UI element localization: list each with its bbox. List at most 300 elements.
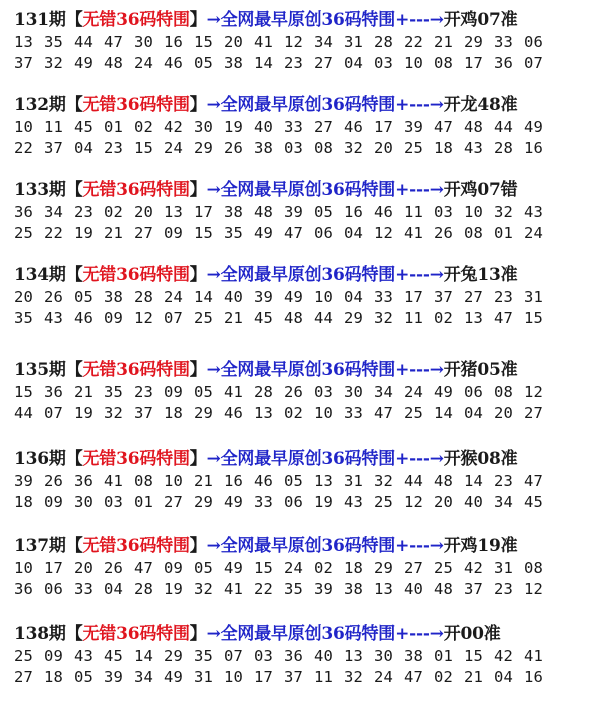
number-cell: 16: [524, 139, 543, 157]
number-cell: 35: [104, 383, 123, 401]
number-cell: 27: [134, 224, 153, 242]
number-cell: 16: [524, 668, 543, 686]
number-cell: 05: [284, 472, 303, 490]
number-cell: 33: [494, 33, 513, 51]
period-header: [14, 447, 595, 471]
number-cell: 15: [524, 309, 543, 327]
left-bracket: 【: [65, 180, 83, 200]
number-cell: 03: [284, 139, 303, 157]
number-cell: 48: [254, 203, 273, 221]
number-cell: 48: [104, 54, 123, 72]
number-cell: 23: [134, 383, 153, 401]
number-cell: 34: [44, 203, 63, 221]
number-cell: 15: [194, 33, 213, 51]
blue-title: 全网最早原创36码特围: [220, 10, 396, 30]
number-row: [14, 382, 595, 403]
number-cell: 08: [524, 559, 543, 577]
number-cell: 32: [494, 203, 513, 221]
number-cell: 24: [404, 383, 423, 401]
number-cell: 11: [314, 668, 333, 686]
plus-dash-arrow: +---→: [395, 624, 444, 644]
number-cell: 38: [224, 54, 243, 72]
number-cell: 29: [164, 647, 183, 665]
number-cell: 24: [284, 559, 303, 577]
number-cell: 14: [254, 54, 273, 72]
number-row: [14, 202, 595, 223]
arrow-icon: →: [206, 449, 221, 469]
number-cell: 12: [284, 33, 303, 51]
number-cell: 39: [254, 288, 273, 306]
period-block: [14, 622, 595, 688]
number-cell: 06: [464, 383, 483, 401]
number-cell: 47: [434, 118, 453, 136]
number-cell: 11: [44, 118, 63, 136]
right-bracket: 】: [189, 624, 207, 644]
number-cell: 04: [344, 54, 363, 72]
plus-dash-arrow: +---→: [395, 265, 444, 285]
number-cell: 21: [104, 224, 123, 242]
right-bracket: 】: [189, 180, 207, 200]
number-cell: 26: [434, 224, 453, 242]
number-cell: 36: [14, 203, 33, 221]
number-cell: 41: [524, 647, 543, 665]
number-cell: 31: [344, 472, 363, 490]
number-cell: 41: [104, 472, 123, 490]
number-cell: 43: [44, 309, 63, 327]
number-cell: 23: [494, 288, 513, 306]
period-label: 136期: [14, 449, 66, 469]
plus-dash-arrow: +---→: [395, 10, 444, 30]
number-cell: 29: [374, 559, 393, 577]
number-cell: 47: [104, 33, 123, 51]
number-row: [14, 287, 595, 308]
number-cell: 13: [344, 647, 363, 665]
number-cell: 17: [254, 668, 273, 686]
number-cell: 13: [314, 472, 333, 490]
number-cell: 20: [74, 559, 93, 577]
number-cell: 28: [134, 580, 153, 598]
number-row: [14, 558, 595, 579]
number-cell: 07: [524, 54, 543, 72]
period-block: [14, 8, 595, 74]
number-cell: 03: [314, 383, 333, 401]
number-cell: 25: [434, 559, 453, 577]
number-cell: 28: [254, 383, 273, 401]
number-cell: 09: [44, 493, 63, 511]
number-cell: 47: [404, 668, 423, 686]
number-cell: 27: [314, 118, 333, 136]
period-header: [14, 358, 595, 382]
number-cell: 47: [524, 472, 543, 490]
number-cell: 15: [14, 383, 33, 401]
arrow-icon: →: [206, 536, 221, 556]
left-bracket: 【: [65, 536, 83, 556]
number-cell: 23: [284, 54, 303, 72]
number-cell: 13: [14, 33, 33, 51]
number-row: [14, 32, 595, 53]
result-label: 开猪05准: [443, 360, 518, 380]
number-cell: 02: [434, 309, 453, 327]
number-cell: 26: [284, 383, 303, 401]
period-label: 131期: [14, 10, 66, 30]
number-cell: 37: [434, 288, 453, 306]
number-cell: 28: [374, 33, 393, 51]
number-cell: 43: [74, 647, 93, 665]
number-cell: 17: [404, 288, 423, 306]
number-row: [14, 492, 595, 513]
number-cell: 37: [284, 668, 303, 686]
number-cell: 43: [524, 203, 543, 221]
arrow-icon: →: [206, 95, 221, 115]
number-cell: 35: [44, 33, 63, 51]
red-title: 无错36码特围: [82, 536, 190, 556]
number-cell: 23: [494, 472, 513, 490]
number-cell: 45: [104, 647, 123, 665]
left-bracket: 【: [65, 95, 83, 115]
number-cell: 41: [224, 580, 243, 598]
number-cell: 21: [194, 472, 213, 490]
number-cell: 30: [374, 647, 393, 665]
period-label: 137期: [14, 536, 66, 556]
number-cell: 44: [494, 118, 513, 136]
arrow-icon: →: [206, 180, 221, 200]
number-cell: 39: [104, 668, 123, 686]
number-cell: 23: [104, 139, 123, 157]
number-cell: 44: [404, 472, 423, 490]
number-cell: 05: [194, 559, 213, 577]
number-cell: 17: [44, 559, 63, 577]
period-block: [14, 263, 595, 329]
right-bracket: 】: [189, 95, 207, 115]
number-cell: 13: [464, 309, 483, 327]
number-cell: 01: [494, 224, 513, 242]
number-cell: 08: [464, 224, 483, 242]
number-cell: 46: [374, 203, 393, 221]
number-cell: 05: [314, 203, 333, 221]
red-title: 无错36码特围: [82, 265, 190, 285]
number-cell: 19: [164, 580, 183, 598]
number-cell: 09: [44, 647, 63, 665]
number-cell: 38: [344, 580, 363, 598]
number-cell: 10: [464, 203, 483, 221]
period-block: [14, 358, 595, 424]
blue-title: 全网最早原创36码特围: [220, 360, 396, 380]
number-cell: 07: [44, 404, 63, 422]
number-cell: 31: [524, 288, 543, 306]
left-bracket: 【: [65, 624, 83, 644]
number-cell: 16: [164, 33, 183, 51]
number-cell: 49: [254, 224, 273, 242]
right-bracket: 】: [189, 536, 207, 556]
number-cell: 32: [374, 309, 393, 327]
red-title: 无错36码特围: [82, 360, 190, 380]
red-title: 无错36码特围: [82, 180, 190, 200]
number-cell: 29: [464, 33, 483, 51]
period-label: 135期: [14, 360, 66, 380]
number-cell: 40: [314, 647, 333, 665]
number-cell: 48: [284, 309, 303, 327]
period-label: 132期: [14, 95, 66, 115]
number-cell: 34: [314, 33, 333, 51]
number-cell: 28: [134, 288, 153, 306]
number-cell: 41: [254, 33, 273, 51]
number-cell: 47: [134, 559, 153, 577]
number-row: [14, 667, 595, 688]
number-cell: 02: [434, 668, 453, 686]
number-cell: 15: [134, 139, 153, 157]
number-cell: 46: [164, 54, 183, 72]
number-cell: 30: [74, 493, 93, 511]
number-cell: 19: [224, 118, 243, 136]
number-cell: 18: [344, 559, 363, 577]
number-cell: 08: [494, 383, 513, 401]
right-bracket: 】: [189, 265, 207, 285]
number-cell: 49: [74, 54, 93, 72]
number-cell: 24: [524, 224, 543, 242]
number-cell: 42: [164, 118, 183, 136]
number-cell: 45: [74, 118, 93, 136]
number-cell: 01: [104, 118, 123, 136]
number-cell: 19: [314, 493, 333, 511]
number-cell: 31: [494, 559, 513, 577]
result-label: 开兔13准: [443, 265, 518, 285]
number-cell: 01: [434, 647, 453, 665]
number-cell: 24: [164, 288, 183, 306]
number-cell: 24: [164, 139, 183, 157]
number-cell: 11: [404, 203, 423, 221]
number-cell: 16: [224, 472, 243, 490]
period-label: 134期: [14, 265, 66, 285]
number-cell: 29: [194, 404, 213, 422]
period-block: [14, 178, 595, 244]
number-cell: 09: [164, 224, 183, 242]
number-cell: 26: [224, 139, 243, 157]
result-label: 开鸡07准: [443, 10, 518, 30]
number-cell: 24: [134, 54, 153, 72]
number-cell: 35: [14, 309, 33, 327]
number-cell: 27: [314, 54, 333, 72]
number-cell: 36: [494, 54, 513, 72]
number-cell: 29: [194, 493, 213, 511]
plus-dash-arrow: +---→: [395, 95, 444, 115]
number-cell: 36: [14, 580, 33, 598]
number-cell: 04: [74, 139, 93, 157]
result-label: 开鸡19准: [443, 536, 518, 556]
number-cell: 10: [164, 472, 183, 490]
number-cell: 34: [374, 383, 393, 401]
number-cell: 48: [464, 118, 483, 136]
number-cell: 49: [284, 288, 303, 306]
number-cell: 03: [254, 647, 273, 665]
number-cell: 27: [464, 288, 483, 306]
number-cell: 36: [284, 647, 303, 665]
number-cell: 39: [14, 472, 33, 490]
number-cell: 33: [374, 288, 393, 306]
blue-title: 全网最早原创36码特围: [220, 265, 396, 285]
number-cell: 38: [224, 203, 243, 221]
number-cell: 22: [404, 33, 423, 51]
number-cell: 09: [164, 383, 183, 401]
number-cell: 09: [104, 309, 123, 327]
number-cell: 08: [134, 472, 153, 490]
number-cell: 35: [284, 580, 303, 598]
number-cell: 35: [224, 224, 243, 242]
period-header: [14, 178, 595, 202]
number-cell: 48: [434, 472, 453, 490]
number-cell: 40: [464, 493, 483, 511]
number-cell: 06: [314, 224, 333, 242]
number-cell: 20: [134, 203, 153, 221]
number-cell: 31: [344, 33, 363, 51]
number-cell: 32: [344, 139, 363, 157]
number-cell: 47: [374, 404, 393, 422]
number-cell: 14: [464, 472, 483, 490]
number-cell: 26: [44, 288, 63, 306]
number-cell: 45: [254, 309, 273, 327]
number-cell: 23: [494, 580, 513, 598]
number-cell: 32: [374, 472, 393, 490]
number-cell: 12: [404, 493, 423, 511]
number-cell: 15: [254, 559, 273, 577]
left-bracket: 【: [65, 265, 83, 285]
number-cell: 12: [524, 383, 543, 401]
number-cell: 21: [464, 668, 483, 686]
number-cell: 25: [404, 404, 423, 422]
number-cell: 25: [14, 224, 33, 242]
number-cell: 27: [14, 668, 33, 686]
number-cell: 30: [134, 33, 153, 51]
number-cell: 04: [344, 288, 363, 306]
number-cell: 38: [404, 647, 423, 665]
number-cell: 17: [194, 203, 213, 221]
plus-dash-arrow: +---→: [395, 180, 444, 200]
number-cell: 49: [164, 668, 183, 686]
number-cell: 37: [44, 139, 63, 157]
period-label: 133期: [14, 180, 66, 200]
number-cell: 49: [224, 559, 243, 577]
number-cell: 30: [344, 383, 363, 401]
number-cell: 17: [374, 118, 393, 136]
number-cell: 20: [374, 139, 393, 157]
number-cell: 44: [314, 309, 333, 327]
blue-title: 全网最早原创36码特围: [220, 449, 396, 469]
right-bracket: 】: [189, 10, 207, 30]
blue-title: 全网最早原创36码特围: [220, 180, 396, 200]
number-cell: 19: [74, 224, 93, 242]
number-cell: 39: [404, 118, 423, 136]
number-cell: 37: [134, 404, 153, 422]
left-bracket: 【: [65, 449, 83, 469]
left-bracket: 【: [65, 10, 83, 30]
number-cell: 30: [194, 118, 213, 136]
number-cell: 35: [194, 647, 213, 665]
number-cell: 32: [344, 668, 363, 686]
number-cell: 21: [434, 33, 453, 51]
number-cell: 07: [164, 309, 183, 327]
arrow-icon: →: [206, 624, 221, 644]
number-cell: 38: [104, 288, 123, 306]
number-cell: 46: [74, 309, 93, 327]
number-cell: 10: [14, 118, 33, 136]
result-label: 开鸡07错: [443, 180, 518, 200]
number-cell: 14: [434, 404, 453, 422]
number-cell: 04: [104, 580, 123, 598]
number-cell: 27: [164, 493, 183, 511]
number-cell: 10: [314, 404, 333, 422]
period-header: [14, 8, 595, 32]
number-cell: 14: [194, 288, 213, 306]
number-cell: 04: [464, 404, 483, 422]
number-cell: 09: [164, 559, 183, 577]
period-block: [14, 93, 595, 159]
number-cell: 34: [494, 493, 513, 511]
number-cell: 39: [284, 203, 303, 221]
number-cell: 10: [224, 668, 243, 686]
number-cell: 33: [74, 580, 93, 598]
number-cell: 18: [44, 668, 63, 686]
number-cell: 22: [44, 224, 63, 242]
number-cell: 14: [134, 647, 153, 665]
right-bracket: 】: [189, 449, 207, 469]
number-row: [14, 138, 595, 159]
result-label: 开猴08准: [443, 449, 518, 469]
number-cell: 06: [524, 33, 543, 51]
number-cell: 40: [224, 288, 243, 306]
number-cell: 43: [464, 139, 483, 157]
number-cell: 06: [44, 580, 63, 598]
number-cell: 10: [404, 54, 423, 72]
number-cell: 20: [434, 493, 453, 511]
left-bracket: 【: [65, 360, 83, 380]
number-cell: 41: [404, 224, 423, 242]
number-row: [14, 117, 595, 138]
number-cell: 40: [404, 580, 423, 598]
number-cell: 29: [194, 139, 213, 157]
arrow-icon: →: [206, 10, 221, 30]
plus-dash-arrow: +---→: [395, 536, 444, 556]
number-row: [14, 223, 595, 244]
number-cell: 03: [104, 493, 123, 511]
number-cell: 02: [134, 118, 153, 136]
number-cell: 25: [374, 493, 393, 511]
number-cell: 03: [374, 54, 393, 72]
period-header: [14, 263, 595, 287]
red-title: 无错36码特围: [82, 10, 190, 30]
red-title: 无错36码特围: [82, 95, 190, 115]
number-row: [14, 53, 595, 74]
blue-title: 全网最早原创36码特围: [220, 624, 396, 644]
number-cell: 04: [494, 668, 513, 686]
number-cell: 49: [434, 383, 453, 401]
number-cell: 06: [284, 493, 303, 511]
number-cell: 42: [464, 559, 483, 577]
plus-dash-arrow: +---→: [395, 449, 444, 469]
number-cell: 22: [254, 580, 273, 598]
number-cell: 29: [344, 309, 363, 327]
number-cell: 01: [134, 493, 153, 511]
number-cell: 10: [14, 559, 33, 577]
right-bracket: 】: [189, 360, 207, 380]
red-title: 无错36码特围: [82, 449, 190, 469]
period-header: [14, 534, 595, 558]
number-cell: 21: [74, 383, 93, 401]
number-cell: 13: [254, 404, 273, 422]
number-cell: 18: [14, 493, 33, 511]
number-cell: 02: [104, 203, 123, 221]
number-cell: 37: [464, 580, 483, 598]
number-cell: 13: [374, 580, 393, 598]
number-cell: 03: [434, 203, 453, 221]
